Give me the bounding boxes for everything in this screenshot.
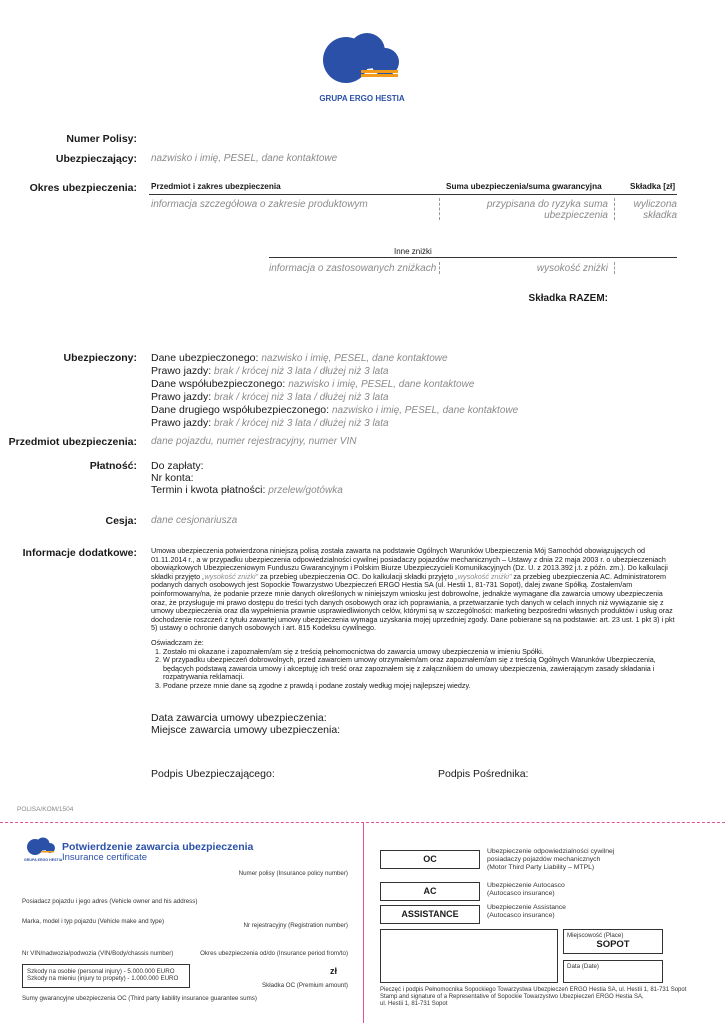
guarantee-sums-box — [22, 964, 190, 988]
coverage-premium — [620, 199, 677, 221]
discount-amount: wysokość zniżki — [536, 263, 608, 274]
logo-mtu-text: MTU — [376, 77, 400, 89]
licence-label: Prawo jazdy: — [151, 391, 215, 403]
stamp-caption-line: Stamp and signature of a Representative of Sopockie Towarzystwo Ubezpieczeń ERGO Hestia SA, — [380, 994, 644, 1001]
brand-name: GRUPA ERGO HESTIA — [319, 94, 405, 103]
stamp-caption-line: Pieczęć i podpis Pełnomocnika Sopockiego Towarzystwa Ubezpieczeń ERGO Hestia SA, ul. Hestii 1, 81-731 Sopot — [380, 987, 687, 993]
oc-desc-line: Ubezpieczenie odpowiedzialności cywilnej — [487, 848, 615, 855]
amount-due-label: Do zapłaty: — [151, 460, 204, 472]
oc-desc-line: posiadaczy pojazdów mechanicznych — [487, 856, 601, 863]
additional-info-text — [151, 547, 679, 691]
cession-value: dane cesjonariusza — [151, 515, 238, 526]
insured-label: Ubezpieczony: — [63, 352, 137, 364]
discount-divider — [614, 262, 615, 274]
date-box — [563, 960, 663, 983]
account-number-label: Nr konta: — [151, 472, 194, 484]
payment-method-value: przelew/gotówka — [268, 485, 343, 496]
licence-row — [151, 365, 518, 378]
insured-block — [151, 352, 518, 430]
coverage-premium-line1: wyliczona — [633, 199, 677, 210]
coverage-description: informacja szczegółowa o zakresie produktowym — [151, 199, 368, 210]
discounts-rule — [269, 257, 677, 258]
second-co-insured-label: Dane drugiego współubezpieczonego: — [151, 404, 332, 416]
property-damage-limit: Szkody na mieniu (injury to propety) - 1.000.000 EURO — [27, 975, 179, 983]
contract-date-label: Data zawarcia umowy ubezpieczenia: — [151, 712, 327, 724]
declaration-heading: Oświadczam że: — [151, 637, 204, 647]
date-label: Data (Date) — [567, 963, 599, 970]
total-premium-label: Składka RAZEM: — [528, 293, 608, 304]
licence-value: brak / krócej niż 3 lata / dłużej niż 3 lata — [214, 366, 389, 377]
guarantee-sums-label: Sumy gwarancyjne ubezpieczenia OC (Third party liability insurance guarantee sums) — [22, 995, 257, 1002]
currency-label: zł — [330, 966, 338, 976]
payment-block — [151, 460, 343, 497]
place-box — [563, 929, 663, 954]
coverage-sum-line1: przypisana do ryzyka suma — [486, 199, 608, 210]
second-co-insured-row — [151, 404, 518, 417]
place-value: SOPOT — [596, 939, 630, 951]
discount-ref-ac: „wysokość zniżki” — [455, 571, 512, 581]
oc-desc-line: (Motor Third Party Liability – MTPL) — [487, 864, 595, 871]
policy-number-field: Numer polisy (Insurance policy number) — [238, 870, 348, 877]
assistance-desc-line: (Autocasco insurance) — [487, 912, 555, 919]
certificate-subtitle: Insurance certificate — [62, 852, 148, 863]
cession-label: Cesja: — [105, 515, 137, 527]
coverage-sum — [446, 199, 608, 221]
vehicle-owner-field: Posiadacz pojazdu i jego adres (Vehicle owner and his address) — [22, 898, 198, 905]
contract-block — [151, 712, 340, 736]
discount-ref-oc: „wysokość zniżki” — [202, 571, 259, 581]
assistance-box: ASSISTANCE — [380, 905, 480, 924]
assistance-description — [487, 904, 566, 920]
declaration-item: 1. Zostało mi okazane i zapoznałem/am się z treścią pełnomocnictwa do zawarcia umowy ubezpieczenia w imieniu Spółki. — [163, 648, 679, 657]
certificate-divider — [363, 823, 364, 1023]
coverage-sum-line2: ubezpieczenia — [544, 210, 608, 221]
certificate-logo-caption: GRUPA ERGO HESTIA — [24, 858, 63, 862]
legal-paragraph — [151, 547, 679, 633]
payment-label: Płatność: — [89, 460, 137, 472]
second-co-insured-value: nazwisko i imię, PESEL, dane kontaktowe — [331, 405, 519, 416]
payment-term-row — [151, 484, 343, 497]
place-label: Miejscowość (Place) — [567, 932, 624, 939]
period-field: Okres ubezpieczenia od/do (Insurance period from/to) — [200, 950, 348, 957]
licence-label: Prawo jazdy: — [151, 417, 215, 429]
subject-label: Przedmiot ubezpieczenia: — [8, 436, 137, 448]
insured-main-label: Dane ubezpieczonego: — [151, 352, 262, 364]
coverage-premium-line2: składka — [643, 210, 677, 221]
licence-value: brak / krócej niż 3 lata / dłużej niż 3 lata — [214, 392, 389, 403]
insurance-period-label: Okres ubezpieczenia: — [29, 182, 137, 194]
declaration-item: 2. W przypadku ubezpieczeń dobrowolnych, przed zawarciem umowy otrzymałem/am oraz zapoznałem/am się z treścią Ogólnych Warunków Ubezpieczenia, będących podstawą zawarcia umowy i akceptuję ich treść oraz zapoznałem się z załącznikiem do umowy ubezpieczenia, zawierającym zasady składania i rozpatrywania reklamacji. — [163, 656, 679, 682]
ac-desc-line: (Autocasco insurance) — [487, 890, 555, 897]
other-discounts-label: Inne zniżki — [394, 247, 432, 256]
payment-term-label: Termin i kwota płatności: — [151, 484, 269, 496]
assistance-desc-line: Ubezpieczenie Assistance — [487, 904, 566, 911]
legal-text-c: za przebieg ubezpieczenia AC. Administratorem podanych danych osobowych jest Sopockie Towarzystwo Ubezpieczeń ERGO Hestia SA (ul. Hestii 1, 81-731 Sopot), dalej zwane Spółką. Zostałem/am poinformowany/na, że podanie przeze mnie danych określonych w niniejszym wniosku jest dobrowolne, jednakże wymagane dla zawarcia umowy ubezpieczenia oraz, że przysługuje mi prawo dostępu do treści tych danych osobowych oraz ich poprawiania, a przetwarzanie tych danych w celach innych niż wywiązanie się z umowy ubezpieczenia oraz dla wypełnienia prawnie usprawiedliwionych celów, którymi są w szczególności: marketing bezpośredni własnych produktów i usług oraz dochodzenie roszczeń z tytułu zawartej umowy ubezpieczenia wymaga uzyskania mojej uprzedniej zgody. Dane pobierane są na podstawie: art. 23 ust. 1 pkt 3) i pkt 5) ustawy o ochronie danych osobowych i art. 815 Kodeksu cywilnego. — [151, 571, 675, 633]
personal-injury-limit: Szkody na osobie (personal injury) - 5.000.000 EURO — [27, 968, 175, 975]
ac-box: AC — [380, 882, 480, 901]
policyholder-label: Ubezpieczający: — [55, 153, 137, 165]
stamp-caption-line: ul. Hestii 1, 81-731 Sopot — [380, 1001, 448, 1008]
certificate-title: Potwierdzenie zawarcia ubezpieczenia — [62, 841, 254, 853]
policyholder-signature-label: Podpis Ubezpieczającego: — [151, 768, 275, 780]
ac-desc-line: Ubezpieczenie Autocasco — [487, 882, 565, 889]
legal-text-b: za przebieg ubezpieczenia OC. Do kalkulacji składki przyjęto — [258, 571, 456, 581]
declaration-list — [151, 648, 679, 691]
additional-info-label: Informacje dodatkowe: — [22, 547, 137, 559]
discount-info: informacja o zastosowanych zniżkach — [269, 263, 437, 274]
stamp-signature-box — [380, 929, 558, 983]
table-header-premium: Składka [zł] — [630, 182, 676, 191]
co-insured-label: Dane współubezpieczonego: — [151, 378, 289, 390]
table-divider — [439, 198, 440, 220]
agent-signature-label: Podpis Pośrednika: — [438, 768, 529, 780]
stamp-caption — [380, 987, 715, 1009]
oc-description — [487, 848, 614, 872]
co-insured-row — [151, 378, 518, 391]
discount-divider — [439, 262, 440, 274]
table-header-rule — [149, 194, 677, 195]
vehicle-value: dane pojazdu, numer rejestracyjny, numer VIN — [151, 436, 357, 447]
insured-main-row — [151, 352, 518, 365]
insured-main-value: nazwisko i imię, PESEL, dane kontaktowe — [261, 353, 448, 364]
premium-field: Składka OC (Premium amount) — [262, 982, 348, 989]
table-header-scope: Przedmiot i zakres ubezpieczenia — [151, 182, 281, 191]
legal-text-a: Umowa ubezpieczenia potwierdzona niniejszą polisą została zawarta na podstawie Ogólnych Warunków Ubezpieczenia Mój Samochód obowiązujących od 01.11.2014 r., a w przypadku ubezpieczenia odpowiedzialności cywilnej posiadaczy pojazdów mechanicznych – Ustawy z dnia 22 maja 2003 r. o ubezpieczeniach obowiązkowych Ubezpieczeniowym Funduszu Gwarancyjnym i Polskim Biurze Ubezpieczycieli Komunikacyjnych (Dz. U. z 2013.392 j.t. z późn. zm.). Do kalkulacji składki przyjęto — [151, 546, 668, 581]
form-code: POLISA/KOM/1504 — [17, 806, 74, 813]
policyholder-value: nazwisko i imię, PESEL, dane kontaktowe — [151, 153, 338, 164]
policy-number-label: Numer Polisy: — [66, 133, 137, 145]
table-divider — [614, 198, 615, 220]
licence-label: Prawo jazdy: — [151, 365, 215, 377]
licence-row — [151, 417, 518, 430]
registration-field: Nr rejestracyjny (Registration number) — [243, 922, 348, 929]
vehicle-make-field: Marka, model i typ pojazdu (Vehicle make and type) — [22, 918, 165, 925]
ac-description — [487, 882, 565, 898]
contract-place-label: Miejsce zawarcia umowy ubezpieczenia: — [151, 724, 341, 736]
declaration-item: 3. Podane przeze mnie dane są zgodne z prawdą i podane zostały według mojej najlepszej wiedzy. — [163, 682, 679, 691]
co-insured-value: nazwisko i imię, PESEL, dane kontaktowe — [288, 379, 475, 390]
oc-box: OC — [380, 850, 480, 869]
licence-value: brak / krócej niż 3 lata / dłużej niż 3 lata — [214, 418, 389, 429]
licence-row — [151, 391, 518, 404]
table-header-sum: Suma ubezpieczenia/suma gwarancyjna — [446, 182, 602, 191]
vin-field: Nr VIN/nadwozia/podwozia (VIN/Body/chassis number) — [22, 950, 174, 957]
